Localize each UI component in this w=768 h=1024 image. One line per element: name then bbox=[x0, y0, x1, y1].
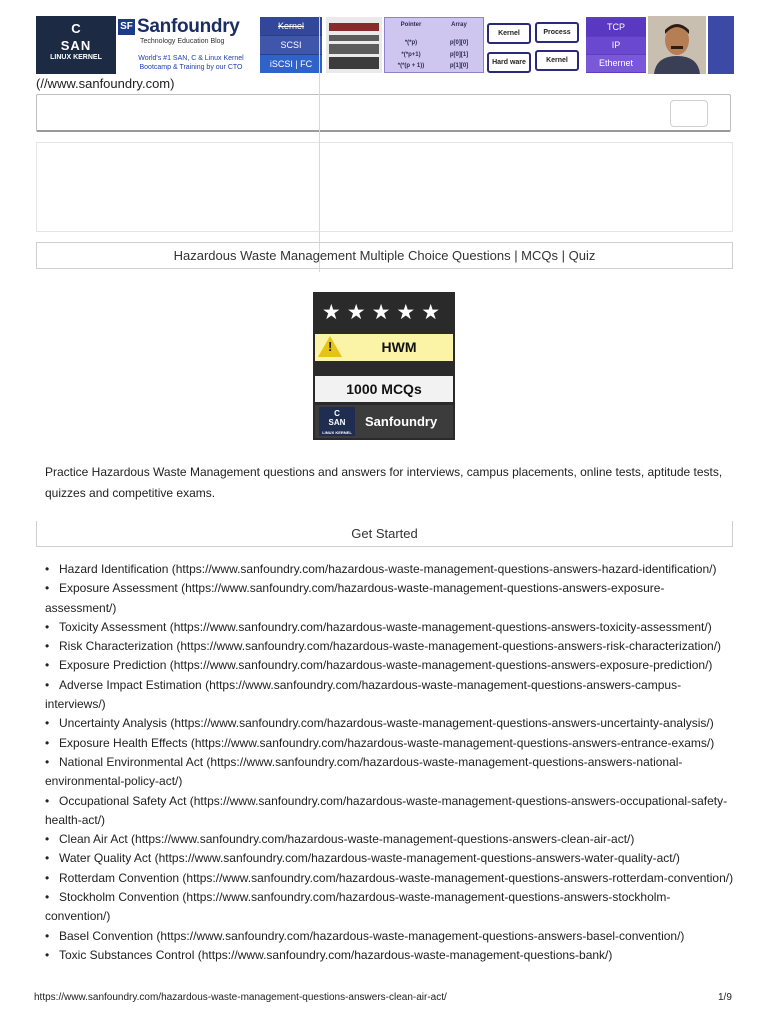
topic-link-label[interactable]: Exposure Assessment bbox=[59, 581, 178, 596]
topic-link-url[interactable]: (https://www.sanfoundry.com/hazardous-waste-management-questions-answers-risk-characterization/) bbox=[176, 639, 722, 654]
page-number: 1/9 bbox=[718, 992, 732, 1003]
bullet-icon: • bbox=[45, 562, 50, 576]
bullet-icon: • bbox=[45, 928, 50, 943]
topic-list-item[interactable] bbox=[45, 714, 735, 733]
array-cell: p[0][0] bbox=[449, 40, 469, 46]
topic-link-url[interactable]: (https://www.sanfoundry.com/hazardous-waste-management-questions-answers-occupational-safety-health-act/) bbox=[45, 793, 728, 827]
topic-link-url[interactable]: (https://www.sanfoundry.com/hazardous-waste-management-questions-answers-exposure-assessment/) bbox=[45, 581, 665, 615]
bullet-icon: • bbox=[45, 793, 50, 808]
topic-link-url[interactable]: (https://www.sanfoundry.com/hazardous-waste-management-questions-answers-hazard-identification/) bbox=[171, 562, 717, 576]
bullet-icon: • bbox=[45, 870, 50, 885]
topic-list-item[interactable] bbox=[45, 753, 735, 792]
hwm-cover-image bbox=[313, 292, 455, 440]
bullet-icon: • bbox=[45, 832, 50, 847]
divider-line bbox=[319, 16, 320, 272]
topic-list-item[interactable] bbox=[45, 869, 735, 888]
topic-link-label[interactable]: National Environmental Act bbox=[59, 754, 204, 769]
topic-list-item[interactable] bbox=[45, 946, 735, 965]
brand-name: Sanfoundry bbox=[137, 16, 240, 37]
server-rack-icon bbox=[329, 35, 379, 41]
footer-url: https://www.sanfoundry.com/hazardous-waste-management-questions-answers-clean-air-act/ bbox=[34, 992, 447, 1003]
topic-link-url[interactable]: (https://www.sanfoundry.com/hazardous-waste-management-questions-answers-exposure-prediction/) bbox=[169, 658, 713, 673]
banner-end-tile bbox=[708, 16, 734, 74]
brand-slogan-line-2: Bootcamp & Training by our CTO bbox=[139, 64, 243, 71]
topic-list bbox=[45, 560, 735, 965]
kernel-process-tile bbox=[487, 19, 581, 71]
menu-toggle-button[interactable] bbox=[670, 100, 708, 127]
csan-logo bbox=[36, 16, 116, 74]
topic-link-url[interactable]: (https://www.sanfoundry.com/hazardous-waste-management-questions-answers-campus-interviews/) bbox=[45, 677, 682, 712]
topic-link-label[interactable]: Exposure Prediction bbox=[59, 658, 167, 673]
topic-list-item[interactable] bbox=[45, 830, 735, 849]
hardware-box: Hard ware bbox=[487, 52, 531, 73]
csan-logo-icon bbox=[319, 407, 355, 436]
topic-link-url[interactable]: (https://www.sanfoundry.com/hazardous-waste-management-questions-answers-national-environmental-policy-act/) bbox=[45, 754, 683, 789]
topic-link-url[interactable]: (https://www.sanfoundry.com/hazardous-waste-management-questions-answers-clean-air-act/) bbox=[131, 832, 635, 847]
cover-subject: HWM bbox=[381, 339, 417, 355]
topic-link-label[interactable]: Basel Convention bbox=[59, 928, 154, 943]
bullet-icon: • bbox=[45, 947, 50, 962]
server-rack-icon bbox=[329, 23, 379, 31]
topic-link-label[interactable]: Toxic Substances Control bbox=[59, 947, 195, 962]
bullet-icon: • bbox=[45, 658, 50, 673]
navigation-bar bbox=[36, 94, 731, 132]
bullet-icon: • bbox=[45, 716, 50, 731]
cover-logo-c: C bbox=[334, 409, 340, 418]
bullet-icon: • bbox=[45, 735, 50, 750]
tcp-label: TCP bbox=[586, 19, 646, 36]
ip-label: IP bbox=[586, 37, 646, 54]
page-title: Hazardous Waste Management Multiple Choice Questions | MCQs | Quiz bbox=[36, 242, 733, 269]
brand-slogan-line-1: World's #1 SAN, C & Linux Kernel bbox=[138, 55, 244, 62]
array-cell: p[0][1] bbox=[449, 52, 469, 58]
topic-link-label[interactable]: Risk Characterization bbox=[59, 639, 174, 654]
bullet-icon: • bbox=[45, 890, 50, 905]
cover-mcq-count: 1000 MCQs bbox=[315, 376, 453, 402]
topic-link-label[interactable]: Stockholm Convention bbox=[59, 890, 180, 905]
topic-list-item[interactable] bbox=[45, 676, 735, 715]
intro-paragraph: Practice Hazardous Waste Management questions and answers for interviews, campus placements, online tests, aptitude tests, quizzes and competitive exams. bbox=[45, 465, 723, 500]
topic-link-url[interactable]: (https://www.sanfoundry.com/hazardous-waste-management-questions-answers-entrance-exams/) bbox=[190, 735, 715, 750]
topic-link-label[interactable]: Clean Air Act bbox=[59, 832, 128, 847]
topic-link-label[interactable]: Water Quality Act bbox=[59, 851, 152, 866]
array-cell: p[1][0] bbox=[449, 63, 469, 69]
topic-list-item[interactable] bbox=[45, 888, 735, 927]
topic-link-label[interactable]: Toxicity Assessment bbox=[59, 619, 167, 634]
topic-link-url[interactable]: (https://www.sanfoundry.com/hazardous-waste-management-questions-answers-rotterdam-convention/) bbox=[182, 870, 734, 885]
topic-link-label[interactable]: Occupational Safety Act bbox=[59, 793, 187, 808]
bullet-icon: • bbox=[45, 754, 50, 769]
csan-c: C bbox=[71, 21, 81, 36]
sf-logo-icon: SF bbox=[118, 19, 135, 35]
bullet-icon: • bbox=[45, 619, 50, 634]
bullet-icon: • bbox=[45, 851, 50, 866]
topic-list-item[interactable] bbox=[45, 734, 735, 753]
cover-subject-band bbox=[315, 334, 453, 361]
pointer-cell: *(*(p + 1)) bbox=[397, 63, 425, 69]
topic-link-url[interactable]: (https://www.sanfoundry.com/hazardous-waste-management-questions-answers-water-quality-act/) bbox=[154, 851, 680, 866]
sanfoundry-brand bbox=[118, 16, 252, 74]
topic-list-item[interactable] bbox=[45, 792, 735, 831]
bullet-icon: • bbox=[45, 581, 50, 596]
topic-list-item[interactable] bbox=[45, 927, 735, 946]
kernel-label: Kernel bbox=[260, 17, 322, 35]
cover-logo-linux: LINUX KERNEL bbox=[322, 430, 352, 435]
cover-logo-san: SAN bbox=[328, 418, 346, 427]
topic-list-item[interactable] bbox=[45, 637, 735, 656]
topic-list-item[interactable] bbox=[45, 579, 735, 618]
topic-link-url[interactable]: (https://www.sanfoundry.com/hazardous-waste-management-questions-bank/) bbox=[197, 947, 613, 962]
cover-brand-band bbox=[315, 405, 453, 438]
array-header: Array bbox=[451, 22, 467, 28]
topic-link-url[interactable]: (https://www.sanfoundry.com/hazardous-waste-management-questions-answers-toxicity-assessment/) bbox=[169, 619, 712, 634]
topic-list-item[interactable] bbox=[45, 656, 735, 675]
topic-list-item[interactable] bbox=[45, 618, 735, 637]
home-link[interactable]: (//www.sanfoundry.com) bbox=[36, 76, 175, 91]
brand-tagline: Technology Education Blog bbox=[140, 38, 225, 45]
process-box: Process bbox=[535, 22, 579, 43]
topic-list-item[interactable] bbox=[45, 560, 735, 579]
bullet-icon: • bbox=[45, 639, 50, 654]
kernel-box: Kernel bbox=[487, 23, 531, 44]
topic-list-item[interactable] bbox=[45, 849, 735, 868]
pointer-cell: *(*p) bbox=[404, 40, 418, 46]
rating-stars-icon: ★★★★★ bbox=[321, 300, 447, 324]
ethernet-label: Ethernet bbox=[586, 55, 646, 72]
server-rack-icon bbox=[329, 57, 379, 69]
topic-link-label[interactable]: Hazard Identification bbox=[59, 562, 169, 576]
server-hardware-icon bbox=[326, 17, 382, 73]
pointer-array-tile bbox=[384, 17, 484, 73]
topic-link-label[interactable]: Rotterdam Convention bbox=[59, 870, 180, 885]
ad-placeholder bbox=[36, 142, 733, 232]
csan-linux: LINUX KERNEL bbox=[50, 54, 102, 61]
pointer-header: Pointer bbox=[400, 22, 422, 28]
pointer-cell: *(*p+1) bbox=[401, 52, 421, 58]
topic-link-url[interactable]: (https://www.sanfoundry.com/hazardous-waste-management-questions-answers-basel-convention/) bbox=[156, 928, 685, 943]
header-banner[interactable] bbox=[36, 16, 734, 76]
warning-mark: ! bbox=[328, 339, 333, 354]
csan-san: SAN bbox=[60, 38, 92, 53]
person-photo-icon bbox=[648, 16, 706, 74]
get-started-heading: Get Started bbox=[36, 521, 733, 547]
topic-link-label[interactable]: Uncertainty Analysis bbox=[59, 716, 168, 731]
topic-link-label[interactable]: Exposure Health Effects bbox=[59, 735, 188, 750]
kernel-box-2: Kernel bbox=[535, 50, 579, 71]
cover-brand-name: Sanfoundry bbox=[365, 414, 438, 429]
scsi-label: SCSI bbox=[260, 36, 322, 54]
topic-link-label[interactable]: Adverse Impact Estimation bbox=[59, 677, 202, 692]
bullet-icon: • bbox=[45, 677, 50, 692]
topic-link-url[interactable]: (https://www.sanfoundry.com/hazardous-waste-management-questions-answers-stockholm-convention/) bbox=[45, 890, 671, 924]
topic-link-url[interactable]: (https://www.sanfoundry.com/hazardous-waste-management-questions-answers-uncertainty-analysis/) bbox=[170, 716, 714, 731]
cto-photo bbox=[648, 16, 706, 74]
server-rack-icon bbox=[329, 44, 379, 54]
iscsi-fc-label: iSCSI | FC bbox=[260, 55, 322, 73]
kernel-scsi-tile bbox=[260, 17, 322, 73]
network-stack-tile bbox=[586, 17, 646, 73]
